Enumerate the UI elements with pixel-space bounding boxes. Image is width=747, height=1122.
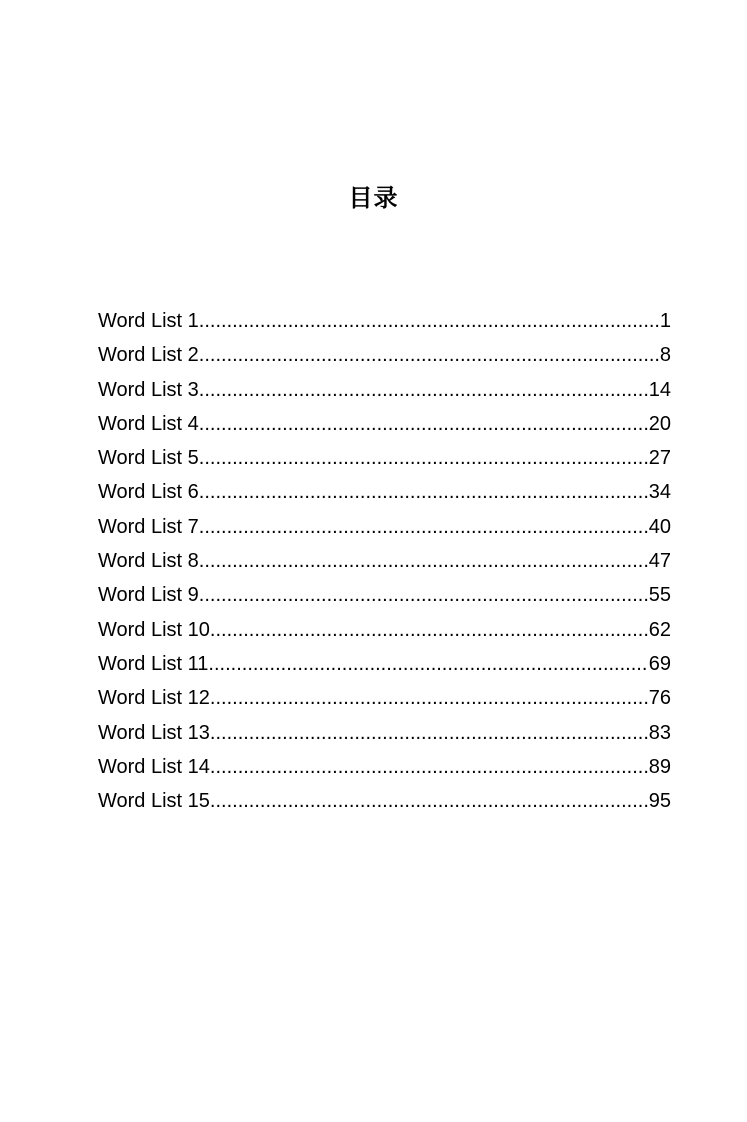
toc-entry-label: Word List 4: [98, 412, 199, 435]
toc-page-number: 95: [648, 790, 671, 813]
toc-page-number: 69: [648, 652, 671, 675]
toc-dot-leader: [199, 476, 649, 508]
toc-page-number: 83: [648, 721, 671, 744]
toc-entry[interactable]: [98, 785, 671, 819]
toc-page-number: 55: [648, 584, 671, 607]
toc-entry[interactable]: [98, 442, 671, 476]
toc-dot-leader: [208, 648, 648, 680]
toc-entry-label: Word List 13: [98, 721, 210, 744]
toc-entry-label: Word List 1: [98, 310, 199, 332]
toc-page-number: 27: [648, 447, 671, 470]
toc-entry[interactable]: [98, 614, 671, 648]
toc-entry-label: Word List 12: [98, 687, 210, 710]
page-title: 目录: [348, 184, 399, 212]
table-of-contents: [98, 305, 671, 819]
toc-dot-leader: [199, 305, 660, 337]
toc-entry-label: Word List 8: [98, 550, 199, 573]
toc-entry[interactable]: [98, 511, 671, 545]
toc-entry[interactable]: [98, 476, 671, 510]
toc-page-number: 1: [659, 310, 671, 332]
toc-entry[interactable]: [98, 751, 671, 785]
toc-entry-label: Word List 2: [98, 344, 199, 367]
toc-entry-label: Word List 14: [98, 755, 210, 778]
toc-dot-leader: [199, 579, 649, 611]
toc-page-number: 89: [648, 755, 671, 778]
toc-page-number: 62: [648, 618, 671, 641]
toc-entry-label: Word List 10: [98, 618, 210, 641]
toc-entry[interactable]: [98, 648, 671, 682]
toc-dot-leader: [210, 785, 649, 817]
toc-entry[interactable]: [98, 717, 671, 751]
toc-entry[interactable]: [98, 682, 671, 716]
toc-page-number: 47: [648, 550, 671, 573]
toc-page-number: 40: [648, 515, 671, 538]
toc-page-number: 76: [648, 687, 671, 710]
toc-dot-leader: [210, 682, 649, 714]
toc-dot-leader: [199, 339, 660, 371]
toc-dot-leader: [199, 374, 649, 406]
toc-entry-label: Word List 7: [98, 515, 199, 538]
toc-entry-label: Word List 11: [98, 652, 209, 675]
toc-entry[interactable]: [98, 374, 671, 408]
toc-entry[interactable]: [98, 579, 671, 613]
toc-dot-leader: [199, 408, 649, 440]
toc-entry-label: Word List 9: [98, 584, 199, 607]
toc-entry[interactable]: [98, 339, 671, 373]
toc-entry-label: Word List 3: [98, 378, 199, 401]
toc-entry-label: Word List 6: [98, 481, 199, 504]
toc-entry[interactable]: [98, 545, 671, 579]
toc-page-number: 34: [648, 481, 671, 504]
toc-entry-label: Word List 15: [98, 790, 210, 813]
toc-entry[interactable]: [98, 408, 671, 442]
toc-dot-leader: [199, 442, 649, 474]
toc-entry-label: Word List 5: [98, 447, 199, 470]
toc-entry[interactable]: [98, 305, 671, 339]
toc-dot-leader: [210, 614, 649, 646]
toc-page-number: 8: [659, 344, 671, 367]
toc-page-number: 20: [648, 412, 671, 435]
toc-dot-leader: [210, 751, 649, 783]
toc-dot-leader: [210, 717, 649, 749]
toc-dot-leader: [199, 511, 649, 543]
toc-page-number: 14: [648, 378, 671, 401]
toc-dot-leader: [199, 545, 649, 577]
